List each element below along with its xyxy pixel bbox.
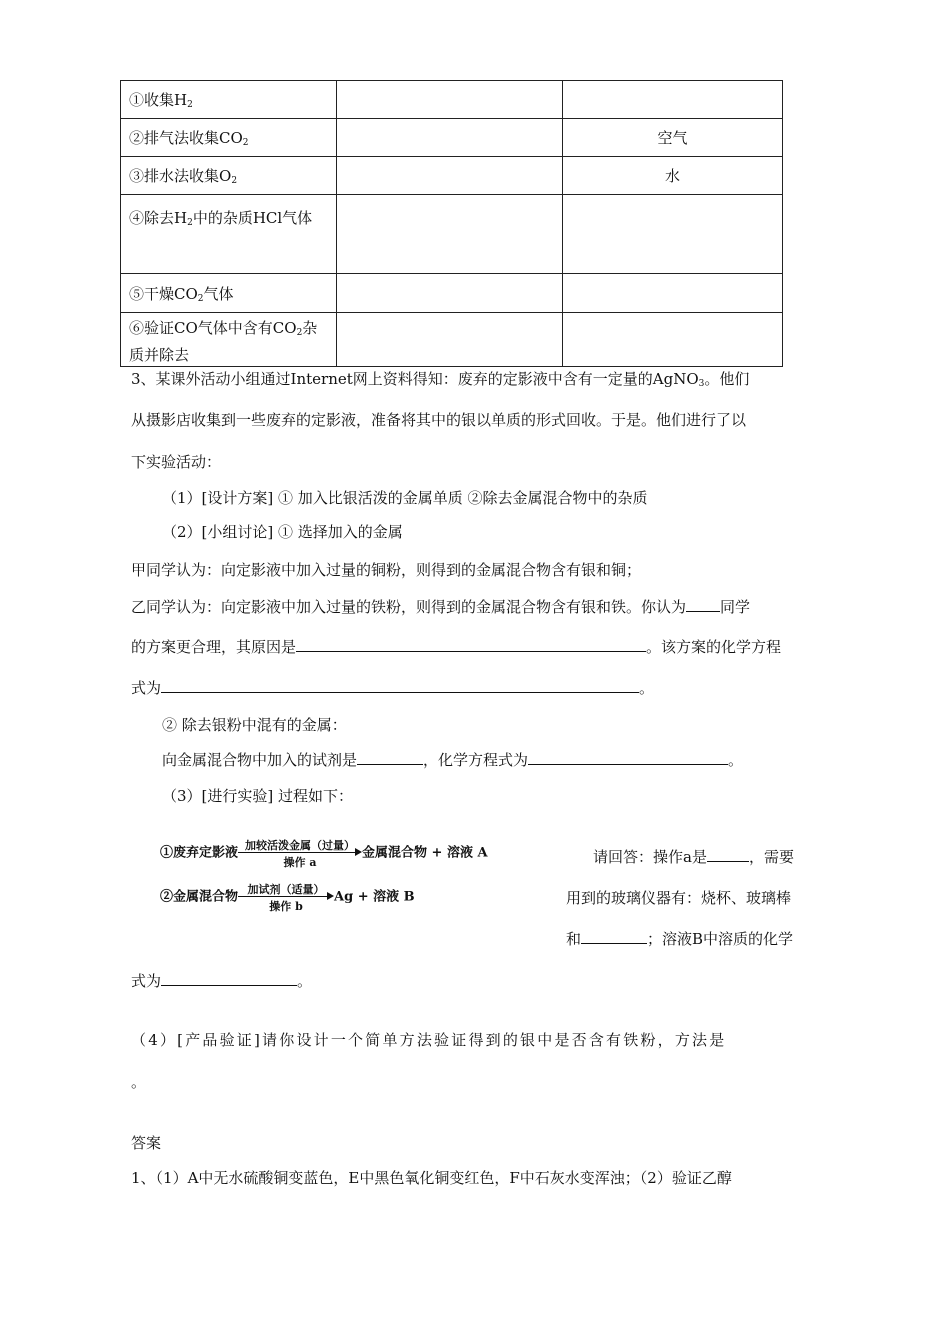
- q3-intro-line1: 3、某课外活动小组通过Internet网上资料得知：废弃的定影液中含有一定量的AgNO$_3$。他们: [131, 370, 750, 389]
- table-cell: [337, 313, 563, 367]
- q3-equation: 式为 。: [131, 679, 655, 697]
- answer-blank[interactable]: [528, 763, 728, 765]
- reaction-scheme-2: ②金属混合物 加试剂（适量） 操作 b Ag + 溶液 B: [160, 883, 415, 913]
- q3-remove: ② 除去银粉中混有的金属：: [162, 716, 347, 734]
- q3-solution-b: 和 ；溶液B中溶质的化学: [566, 930, 794, 948]
- answer-blank[interactable]: [161, 984, 297, 986]
- table-cell: ③排水法收集$O_2$: [121, 157, 337, 195]
- table-cell: ④除去$H_2$中的杂质HCl气体: [121, 195, 337, 274]
- table-row: [121, 119, 783, 157]
- table-cell: ⑥验证CO气体中含有$CO_2$杂质并除去: [121, 313, 337, 367]
- reaction-arrow: 加试剂（适量） 操作 b: [238, 882, 334, 912]
- reaction-arrow: 加较活泼金属（过量） 操作 a: [238, 838, 362, 868]
- q3-jia: 甲同学认为：向定影液中加入过量的铜粉，则得到的金属混合物含有银和铜；: [131, 561, 642, 579]
- answer-blank[interactable]: [357, 763, 423, 765]
- experiment-table: [120, 80, 783, 367]
- table-cell: [337, 195, 563, 274]
- q3-verify-end: 。: [131, 1073, 147, 1091]
- answer-blank[interactable]: [581, 942, 647, 944]
- table-cell: 水: [563, 157, 783, 195]
- table-cell: [563, 81, 783, 119]
- answer-blank[interactable]: [161, 691, 639, 693]
- answers-title: 答案: [131, 1134, 162, 1152]
- table-cell: [563, 195, 783, 274]
- table-row: [121, 274, 783, 313]
- q3-formula: 式为 。: [131, 972, 313, 990]
- table-row: [121, 81, 783, 119]
- table-cell: 空气: [563, 119, 783, 157]
- table-row: [121, 313, 783, 367]
- answer-1: 1、（1）A中无水硫酸铜变蓝色，E中黑色氧化铜变红色，F中石灰水变浑浊；（2）验证乙醇: [131, 1169, 732, 1187]
- table-cell: [337, 81, 563, 119]
- table-cell: [563, 313, 783, 367]
- q3-discuss: （2）[小组讨论] ① 选择加入的金属: [162, 523, 403, 541]
- table-cell: ⑤干燥$CO_2$气体: [121, 274, 337, 313]
- q3-reagent: 向金属混合物中加入的试剂是 ，化学方程式为 。: [162, 751, 744, 769]
- table-cell: ①收集$H_2$: [121, 81, 337, 119]
- q3-operation: 请回答：操作a是 ，需要: [593, 848, 794, 866]
- q3-design: （1）[设计方案] ① 加入比银活泼的金属单质 ②除去金属混合物中的杂质: [162, 489, 648, 507]
- q3-glassware: 用到的玻璃仪器有：烧杯、玻璃棒: [566, 889, 792, 907]
- table-row: [121, 157, 783, 195]
- q3-yi: 乙同学认为：向定影液中加入过量的铁粉，则得到的金属混合物含有银和铁。你认为 同学: [131, 598, 751, 616]
- reaction-scheme-1: ①废弃定影液 加较活泼金属（过量） 操作 a 金属混合物 + 溶液 A: [160, 839, 488, 869]
- q3-reason: 的方案更合理，其原因是 。该方案的化学方程: [131, 638, 782, 656]
- answer-blank[interactable]: [296, 650, 646, 652]
- table-cell: [563, 274, 783, 313]
- table-cell: [337, 157, 563, 195]
- q3-verify: （4）[产品验证]请你设计一个简单方法验证得到的银中是否含有铁粉，方法是: [131, 1031, 727, 1049]
- q3-experiment: （3）[进行实验] 过程如下：: [162, 787, 354, 805]
- table-cell: [337, 119, 563, 157]
- table-cell: [337, 274, 563, 313]
- q3-intro-line2: 从摄影店收集到一些废弃的定影液，准备将其中的银以单质的形式回收。于是。他们进行了以: [131, 411, 747, 429]
- q3-intro-line3: 下实验活动：: [131, 453, 222, 471]
- answer-blank[interactable]: [686, 610, 720, 612]
- answer-blank[interactable]: [707, 860, 749, 862]
- table-cell: ②排气法收集$CO_2$: [121, 119, 337, 157]
- table-row: [121, 195, 783, 274]
